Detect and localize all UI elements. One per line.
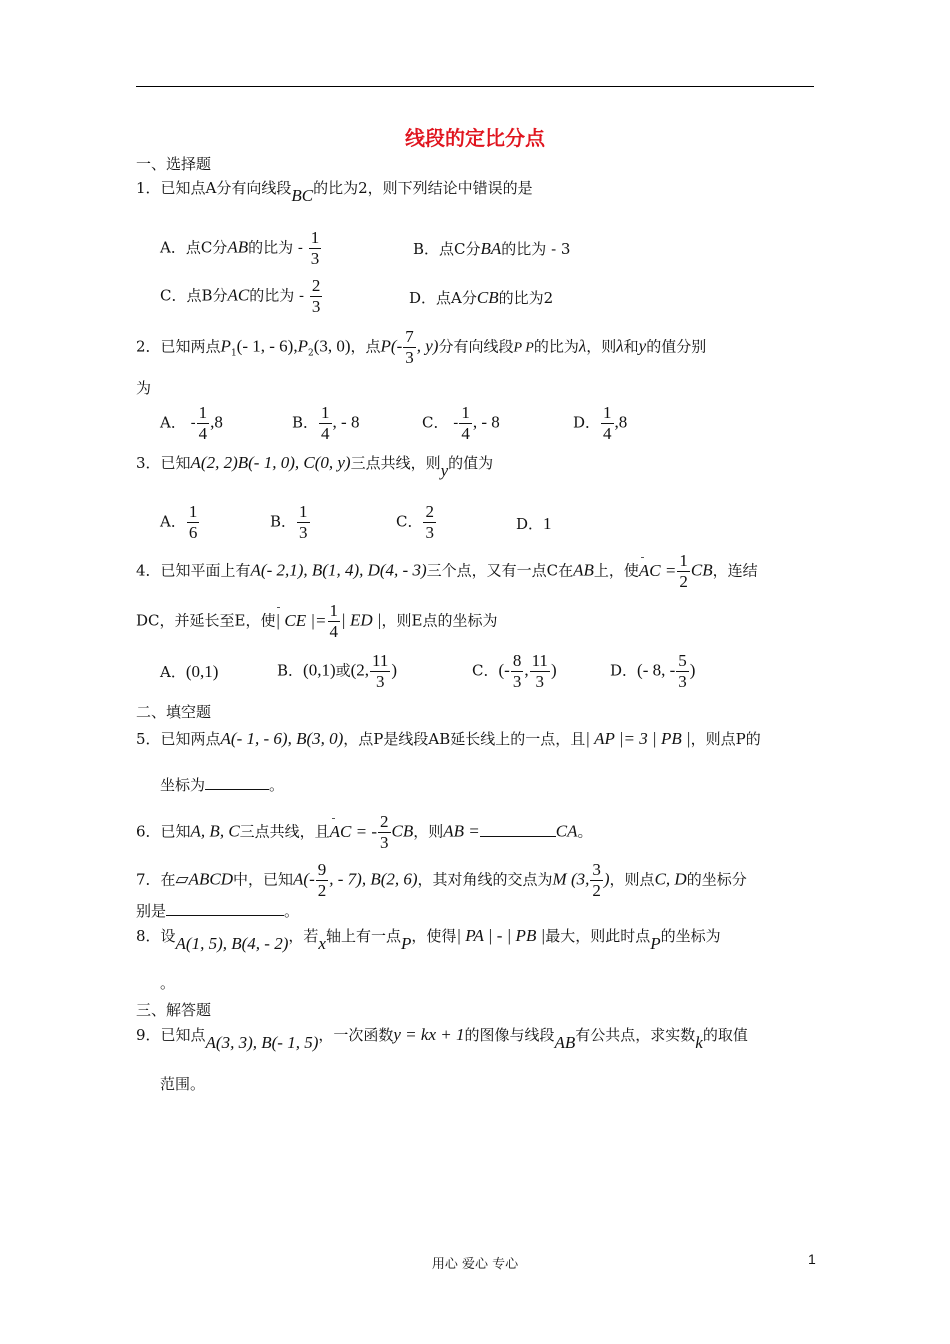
- q2-option-d: D． $\frac{1}{4}$ ,8: [573, 403, 628, 443]
- q3-option-a: A． $\frac{1}{6}$: [160, 502, 198, 542]
- q4-option-b: B．(0,1)或(2, $\frac{11}{3}$ ): [277, 651, 398, 691]
- question-3: 3．已知A(2, 2)B(- 1, 0), C(0, y)三点共线，则y的值为: [136, 453, 494, 480]
- question-4-line2: DC，并延长至E，使| CE |= $\frac{1}{4}$ | ED |，则E点的坐标为: [136, 601, 498, 641]
- q3-option-d: D．1: [516, 514, 552, 533]
- question-5: 5．已知两点A(- 1, - 6), B(3, 0)，点P是线段AB延长线上的一点，且| AP |= 3 | PB |，则点P的: [136, 729, 761, 748]
- answer-blank[interactable]: [480, 835, 556, 837]
- q4-option-d: D．(- 8, - $\frac{5}{3}$ ): [610, 651, 696, 691]
- q2-option-c: C． - $\frac{1}{4}$ , - 8: [422, 403, 500, 443]
- q1-option-d: D．点A分CB的比为2: [409, 288, 554, 307]
- section-heading-solve: 三、解答题: [136, 1001, 212, 1019]
- q2-option-a: A． - $\frac{1}{4}$ ,8: [160, 403, 223, 443]
- segment-bc: BC: [291, 186, 314, 205]
- question-1: 1．已知点A分有向线段BC的比为2，则下列结论中错误的是: [136, 179, 533, 205]
- q2-option-b: B． $\frac{1}{4}$ , - 8: [292, 403, 360, 443]
- page-title: 线段的定比分点: [405, 126, 545, 150]
- answer-blank[interactable]: [166, 914, 284, 916]
- page-number: 1: [808, 1251, 816, 1267]
- question-7: 7．在▱ABCD中，已知A(- $\frac{9}{2}$ , - 7), B(2, 6)，其对角线的交点为M (3, $\frac{3}{2}$ )，则点C, D的坐标分: [136, 860, 747, 900]
- q4-option-a: A．(0,1): [160, 662, 219, 681]
- question-7-line2: 别是 。: [136, 902, 300, 920]
- question-5-line2: 坐标为 。: [160, 776, 285, 794]
- question-9: 9．已知点A(3, 3), B(- 1, 5)，一次函数y = kx + 1的图像与线段AB有公共点，求实数k的取值: [136, 1025, 748, 1052]
- section-heading-fill: 二、填空题: [136, 703, 212, 721]
- q4-option-c: C．(- $\frac{8}{3}$ , $\frac{11}{3}$ ): [472, 651, 557, 691]
- q2-line2: 为: [136, 379, 152, 397]
- header-rule: [136, 86, 814, 87]
- q3-option-c: C． $\frac{2}{3}$: [396, 502, 434, 542]
- q1-option-b: B．点C分BA的比为 - 3: [413, 239, 571, 258]
- section-heading-choice: 一、选择题: [136, 155, 212, 173]
- q1-option-a: A．点C分AB的比为 - $\frac{1}{3}$: [160, 228, 320, 268]
- question-8: 8．设A(1, 5), B(4, - 2)，若x轴上有一点P，使得| PA | - | PB |最大，则此时点P的坐标为: [136, 926, 721, 953]
- question-6: 6．已知A, B, C三点共线，且AC = - $\frac{2}{3}$ CB，则AB = CA。: [136, 812, 593, 852]
- question-2: 2．已知两点$P_1(-$ 1, - $6),P_2(3$, 0)，点P(- $\frac{7}{3}$ , y)分有向线段P P的比为λ，则λ和y的值分别: [136, 327, 707, 367]
- page-footer: 用心 爱心 专心: [431, 1257, 519, 1272]
- question-8-line2: 。: [160, 974, 176, 992]
- answer-blank[interactable]: [205, 788, 269, 790]
- question-9-line2: 范围。: [160, 1075, 206, 1093]
- q3-option-b: B． $\frac{1}{3}$: [270, 502, 308, 542]
- question-4: 4．已知平面上有A(- 2,1), B(1, 4), D(4, - 3)三个点，又有一点C在AB上，使AC = $\frac{1}{2}$ CB，连结: [136, 551, 758, 591]
- q1-option-c: C．点B分AC的比为 - $\frac{2}{3}$: [160, 276, 321, 316]
